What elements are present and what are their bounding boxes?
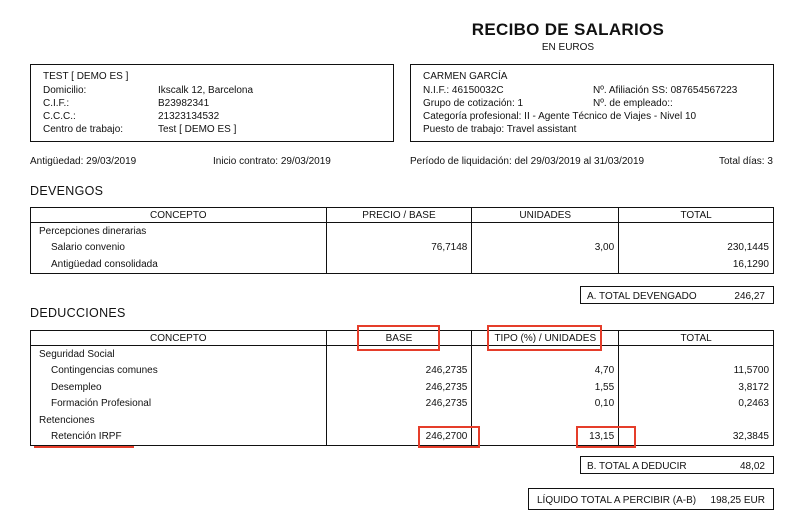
devengos-concepto: Salario convenio (31, 240, 327, 257)
devengos-concepto: Antigüedad consolidada (31, 256, 327, 273)
irpf-tipo: 13,15 (472, 429, 619, 446)
deducciones-title: DEDUCCIONES (30, 306, 126, 320)
deduccion-tipo: 4,70 (472, 363, 619, 380)
company-cif-label: C.I.F.: (43, 98, 70, 109)
devengos-total: 230,1445 (619, 240, 774, 257)
highlight-base-header (357, 325, 440, 351)
deducciones-header-concepto: CONCEPTO (31, 331, 327, 346)
company-address-value: Ikscalk 12, Barcelona (158, 85, 254, 96)
devengos-table (30, 207, 774, 274)
table-row (31, 363, 774, 380)
liquidation-period: Período de liquidación: del 29/03/2019 al 31/03/2019 (410, 156, 645, 167)
company-ccc-value: 21323134532 (158, 111, 220, 122)
liquido-value: 198,25 EUR (710, 495, 765, 506)
total-deducir-value: 48,02 (739, 461, 765, 472)
highlight-irpf-base (418, 426, 480, 448)
irpf-concepto: Retención IRPF (31, 429, 327, 446)
company-box (30, 64, 394, 142)
employee-name: CARMEN GARCÍA (423, 71, 508, 82)
deduccion-base: 246,2735 (326, 363, 472, 380)
devengos-header-unidades: UNIDADES (472, 208, 619, 223)
table-row (31, 412, 774, 429)
irpf-base: 246,2700 (326, 429, 472, 446)
document-title: RECIBO DE SALARIOS (471, 20, 665, 39)
seguridad-social-group: Seguridad Social (31, 346, 327, 363)
total-deducir-box (580, 456, 774, 474)
employee-nif: N.I.F.: 46150032C (423, 85, 504, 96)
table-row (31, 240, 774, 257)
deduccion-total: 11,5700 (619, 363, 774, 380)
deduccion-tipo: 1,55 (472, 379, 619, 396)
employee-box (410, 64, 774, 142)
table-row (31, 223, 774, 240)
total-devengado-box (580, 286, 774, 304)
underline-irpf-concepto (34, 446, 134, 448)
deduccion-total: 3,8172 (619, 379, 774, 396)
employee-grupo: Grupo de cotización: 1 (423, 98, 524, 109)
deduccion-concepto: Contingencias comunes (31, 363, 327, 380)
devengos-precio (326, 256, 472, 273)
deducciones-header-tipo: TIPO (%) / UNIDADES (472, 331, 619, 346)
devengos-header-precio: PRECIO / BASE (326, 208, 472, 223)
company-address-label: Domicilio: (43, 85, 87, 96)
employee-afiliacion: Nº. Afiliación SS: 087654567223 (593, 85, 738, 96)
total-devengado-label: A. TOTAL DEVENGADO (587, 291, 697, 302)
employee-number: Nº. de empleado:: (593, 98, 673, 109)
devengos-header-total: TOTAL (619, 208, 774, 223)
company-cif-value: B23982341 (158, 98, 210, 109)
company-ccc-label: C.C.C.: (43, 111, 76, 122)
devengos-unidades: 3,00 (472, 240, 619, 257)
employee-categoria: Categoría profesional: II - Agente Técnico de Viajes - Nivel 10 (423, 111, 697, 122)
table-row (31, 379, 774, 396)
deduccion-concepto: Desempleo (31, 379, 327, 396)
table-row (31, 429, 774, 446)
deducciones-header-total: TOTAL (619, 331, 774, 346)
deduccion-concepto: Formación Profesional (31, 396, 327, 413)
liquido-box (528, 488, 774, 510)
total-devengado-value: 246,27 (734, 291, 765, 302)
deducciones-header-base: BASE (326, 331, 472, 346)
contract-start-date: Inicio contrato: 29/03/2019 (213, 156, 331, 167)
devengos-title: DEVENGOS (30, 184, 104, 198)
devengos-precio: 76,7148 (326, 240, 472, 257)
company-center-value: Test [ DEMO ES ] (158, 124, 237, 135)
devengos-unidades (472, 256, 619, 273)
document-subtitle: EN EUROS (541, 42, 595, 53)
table-row (31, 396, 774, 413)
deduccion-tipo: 0,10 (472, 396, 619, 413)
irpf-total: 32,3845 (619, 429, 774, 446)
company-center-label: Centro de trabajo: (43, 124, 124, 135)
employee-puesto: Puesto de trabajo: Travel assistant (423, 124, 577, 135)
liquido-label: LÍQUIDO TOTAL A PERCIBIR (A-B) (537, 495, 697, 506)
devengos-header-concepto: CONCEPTO (31, 208, 327, 223)
retenciones-group: Retenciones (31, 412, 327, 429)
highlight-tipo-header (487, 325, 602, 351)
total-deducir-label: B. TOTAL A DEDUCIR (587, 461, 687, 472)
antiguedad-date: Antigüedad: 29/03/2019 (30, 156, 137, 167)
devengos-total: 16,1290 (619, 256, 774, 273)
devengos-group-label: Percepciones dinerarias (31, 223, 327, 240)
company-name: TEST [ DEMO ES ] (43, 71, 129, 82)
deduccion-base: 246,2735 (326, 379, 472, 396)
total-days: Total días: 3 (719, 156, 773, 167)
deduccion-base: 246,2735 (326, 396, 472, 413)
highlight-irpf-tipo (576, 426, 636, 448)
deduccion-total: 0,2463 (619, 396, 774, 413)
table-row (31, 256, 774, 273)
